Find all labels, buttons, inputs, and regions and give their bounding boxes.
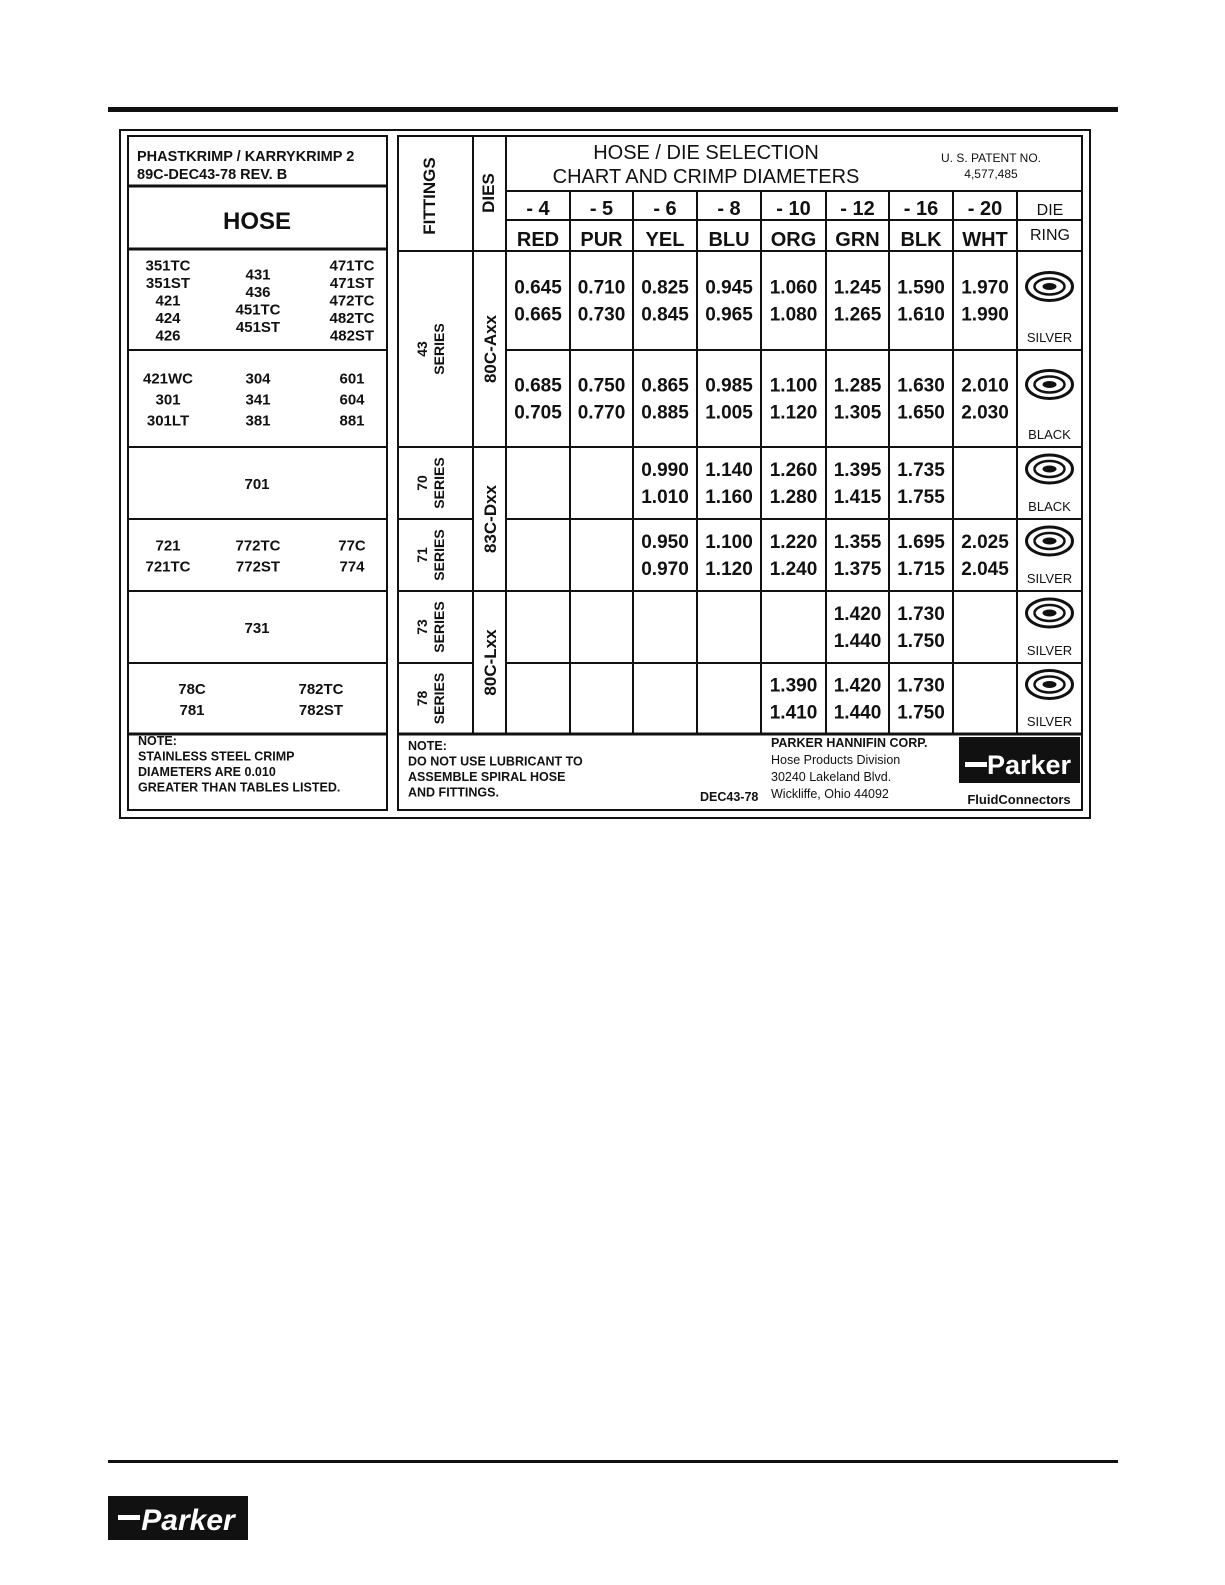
die-code: 83C-Dxx xyxy=(481,484,500,554)
patent-label: U. S. PATENT NO. xyxy=(940,151,1042,165)
stainless-note: GREATER THAN TABLES LISTED. xyxy=(138,780,341,795)
fluid-connectors-label: FluidConnectors xyxy=(967,792,1071,807)
crimp-diameter-min: 1.220 xyxy=(769,532,818,553)
hose-part-number: 421 xyxy=(155,292,181,310)
hose-part-number: 471TC xyxy=(329,257,375,275)
die-ring-hole xyxy=(1043,381,1057,388)
hose-part-number: 772TC xyxy=(235,537,281,555)
company-info: PARKER HANNIFIN CORP. xyxy=(771,736,928,750)
hose-part-number: 451ST xyxy=(235,318,281,336)
color-code: YEL xyxy=(645,229,685,251)
series-number: 78 xyxy=(414,690,430,707)
crimp-diameter-min: 1.285 xyxy=(833,375,882,397)
die-ring-hole xyxy=(1043,466,1057,473)
hose-part-number: 421WC xyxy=(142,370,194,388)
size-label: - 8 xyxy=(717,198,741,220)
crimp-diameter-min: 1.730 xyxy=(897,675,945,697)
hose-part-number: 424 xyxy=(155,310,181,327)
die-ring-hole xyxy=(1043,538,1057,545)
color-code: RED xyxy=(516,229,560,251)
left-subtitle: 89C-DEC43-78 REV. B xyxy=(137,167,288,183)
size-label: - 10 xyxy=(776,198,811,220)
crimp-diameter-min: 1.395 xyxy=(833,460,882,481)
crimp-diameter-min: 1.060 xyxy=(769,277,818,299)
crimp-diameter-min: 0.750 xyxy=(577,375,626,397)
die-ring-hole xyxy=(1043,283,1057,290)
stainless-note: DIAMETERS ARE 0.010 xyxy=(138,765,276,779)
crimp-diameter-max: 1.750 xyxy=(897,702,945,724)
crimp-diameter-max: 1.280 xyxy=(769,487,818,508)
series-number: 70 xyxy=(414,475,430,491)
die-ring-color: SILVER xyxy=(1026,643,1073,658)
die-ring-label: DIE xyxy=(1036,202,1064,219)
crimp-chart xyxy=(119,129,1091,819)
stainless-note: NOTE: xyxy=(138,734,177,748)
crimp-diameter-max: 1.265 xyxy=(833,304,882,326)
series-label: SERIES xyxy=(431,672,447,725)
series-label: SERIES xyxy=(431,529,447,581)
bottom-rule xyxy=(108,1460,1118,1463)
crimp-diameter-min: 1.730 xyxy=(897,604,945,625)
crimp-diameter-max: 1.755 xyxy=(897,487,945,508)
patent-number: 4,577,485 xyxy=(964,167,1018,181)
crimp-diameter-max: 0.845 xyxy=(641,304,689,326)
crimp-chart-graphic xyxy=(121,131,1093,821)
hose-part-number: 772ST xyxy=(235,558,281,576)
crimp-diameter-max: 1.410 xyxy=(769,702,818,724)
crimp-diameter-max: 2.045 xyxy=(961,559,1009,580)
crimp-diameter-min: 1.100 xyxy=(705,532,753,553)
crimp-diameter-min: 1.260 xyxy=(769,460,818,481)
crimp-diameter-min: 2.025 xyxy=(961,532,1009,553)
hose-part-number: 431 xyxy=(245,266,271,284)
crimp-diameter-min: 0.945 xyxy=(705,277,753,299)
hose-part-number: 351TC xyxy=(145,257,191,275)
crimp-diameter-max: 1.010 xyxy=(641,487,689,508)
crimp-diameter-max: 1.750 xyxy=(897,631,945,652)
top-rule xyxy=(108,107,1118,112)
die-ring-color: BLACK xyxy=(1028,499,1071,514)
hose-part-number: 601 xyxy=(339,370,365,388)
series-number: 71 xyxy=(414,547,430,563)
hose-part-number: 881 xyxy=(339,412,365,430)
hose-part-number: 782ST xyxy=(298,702,344,719)
crimp-diameter-max: 0.885 xyxy=(641,402,689,424)
die-ring-color: SILVER xyxy=(1026,571,1073,586)
crimp-diameter-min: 0.985 xyxy=(705,375,753,397)
crimp-diameter-min: 0.865 xyxy=(641,375,689,397)
lubricant-note: AND FITTINGS. xyxy=(408,785,499,800)
crimp-diameter-min: 1.140 xyxy=(705,460,753,481)
color-code: GRN xyxy=(835,229,880,251)
hose-part-number: 721TC xyxy=(145,558,191,576)
crimp-diameter-max: 1.440 xyxy=(833,702,882,724)
color-code: PUR xyxy=(580,229,623,251)
crimp-diameter-min: 0.710 xyxy=(577,277,626,299)
crimp-diameter-min: 0.990 xyxy=(641,460,689,481)
crimp-diameter-min: 0.645 xyxy=(514,277,562,299)
crimp-diameter-max: 0.970 xyxy=(641,559,689,580)
left-title: PHASTKRIMP / KARRYKRIMP 2 xyxy=(137,149,355,165)
crimp-diameter-min: 1.355 xyxy=(833,532,882,553)
die-code: 80C-Lxx xyxy=(481,629,500,696)
crimp-diameter-max: 1.080 xyxy=(769,304,818,326)
die-ring-color: SILVER xyxy=(1026,714,1073,729)
parker-logo-text: Parker xyxy=(986,750,1072,780)
crimp-diameter-max: 1.005 xyxy=(705,402,753,424)
crimp-diameter-max: 1.415 xyxy=(833,487,882,508)
crimp-diameter-min: 1.420 xyxy=(833,604,882,625)
crimp-diameter-min: 0.685 xyxy=(514,375,562,397)
series-label: SERIES xyxy=(431,457,447,509)
crimp-diameter-max: 1.990 xyxy=(961,304,1009,326)
hose-part-number: 701 xyxy=(244,476,270,493)
dies-label: DIES xyxy=(479,173,498,213)
series-label: SERIES xyxy=(431,601,447,653)
stainless-note: STAINLESS STEEL CRIMP xyxy=(138,749,295,764)
fittings-label: FITTINGS xyxy=(420,157,439,235)
footer-logo-text: Parker xyxy=(141,1504,235,1537)
crimp-diameter-min: 0.825 xyxy=(641,277,689,299)
crimp-diameter-min: 1.420 xyxy=(833,675,882,697)
hose-part-number: 426 xyxy=(155,327,181,345)
crimp-diameter-max: 2.030 xyxy=(961,402,1009,424)
hose-heading: HOSE xyxy=(222,208,292,235)
crimp-diameter-max: 0.730 xyxy=(577,304,626,326)
crimp-diameter-min: 1.970 xyxy=(961,277,1009,299)
footer-parker-logo xyxy=(108,1496,248,1540)
lubricant-note: ASSEMBLE SPIRAL HOSE xyxy=(408,770,566,784)
die-ring-hole xyxy=(1043,610,1057,617)
hose-part-number: 781 xyxy=(179,702,205,719)
crimp-diameter-max: 0.705 xyxy=(514,402,562,424)
hose-part-number: 472TC xyxy=(329,292,375,310)
crimp-diameter-min: 1.735 xyxy=(897,460,945,481)
hose-part-number: 482TC xyxy=(329,310,375,327)
parker-logo-bar xyxy=(965,762,987,767)
hose-part-number: 471ST xyxy=(329,275,375,292)
size-label: - 4 xyxy=(526,198,550,220)
crimp-diameter-max: 1.610 xyxy=(897,304,945,326)
crimp-diameter-max: 1.305 xyxy=(833,402,882,424)
crimp-diameter-min: 0.950 xyxy=(641,532,689,553)
die-ring-hole xyxy=(1043,681,1057,688)
size-label: - 12 xyxy=(840,198,875,220)
size-label: - 5 xyxy=(589,198,614,220)
color-code: BLK xyxy=(900,229,942,251)
company-info: Wickliffe, Ohio 44092 xyxy=(771,787,889,801)
size-label: - 20 xyxy=(967,198,1003,220)
crimp-diameter-min: 1.630 xyxy=(897,375,945,397)
hose-part-number: 782TC xyxy=(298,681,344,698)
hose-part-number: 381 xyxy=(245,412,271,430)
crimp-diameter-min: 1.590 xyxy=(897,277,945,299)
hose-part-number: 304 xyxy=(245,370,271,388)
die-code: 80C-Axx xyxy=(481,314,500,384)
crimp-diameter-max: 0.770 xyxy=(577,402,626,424)
hose-part-number: 351ST xyxy=(145,275,191,292)
hose-part-number: 77C xyxy=(338,537,366,555)
crimp-diameter-max: 0.965 xyxy=(705,304,753,326)
color-code: BLU xyxy=(708,229,750,251)
die-ring-label-2: RING xyxy=(1030,227,1070,244)
hose-part-number: 731 xyxy=(244,620,270,637)
crimp-diameter-min: 1.100 xyxy=(769,375,818,397)
lubricant-note: DO NOT USE LUBRICANT TO xyxy=(408,754,583,769)
crimp-diameter-max: 1.375 xyxy=(833,559,882,580)
hose-part-number: 482ST xyxy=(329,327,375,345)
company-info: 30240 Lakeland Blvd. xyxy=(771,770,892,784)
hose-part-number: 451TC xyxy=(235,301,281,319)
hose-part-number: 301 xyxy=(155,391,181,409)
crimp-diameter-max: 1.240 xyxy=(769,559,818,580)
crimp-diameter-min: 1.245 xyxy=(833,277,882,299)
color-code: ORG xyxy=(770,229,817,251)
crimp-diameter-max: 1.120 xyxy=(705,559,753,580)
color-code: WHT xyxy=(962,229,1008,251)
crimp-diameter-min: 1.695 xyxy=(897,532,945,553)
crimp-diameter-max: 1.160 xyxy=(705,487,753,508)
size-label: - 6 xyxy=(653,198,677,220)
hose-part-number: 721 xyxy=(155,537,181,555)
crimp-diameter-max: 1.650 xyxy=(897,402,945,424)
hose-part-number: 301LT xyxy=(146,412,190,430)
series-number: 73 xyxy=(414,619,430,635)
hose-part-number: 774 xyxy=(339,558,365,576)
size-label: - 16 xyxy=(903,198,939,220)
crimp-diameter-min: 1.390 xyxy=(769,675,818,697)
hose-part-number: 604 xyxy=(339,391,365,409)
crimp-diameter-max: 1.715 xyxy=(897,559,945,580)
chart-title-2: CHART AND CRIMP DIAMETERS xyxy=(552,166,860,188)
hose-part-number: 341 xyxy=(245,391,271,409)
chart-title: HOSE / DIE SELECTION xyxy=(593,142,819,164)
die-ring-color: SILVER xyxy=(1026,330,1073,345)
frame xyxy=(128,136,387,810)
series-label: SERIES xyxy=(431,323,447,375)
company-info: Hose Products Division xyxy=(771,753,901,767)
lubricant-note: NOTE: xyxy=(408,739,447,753)
crimp-diameter-max: 1.440 xyxy=(833,631,882,652)
crimp-diameter-max: 0.665 xyxy=(514,304,562,326)
series-number: 43 xyxy=(414,341,430,357)
crimp-diameter-min: 2.010 xyxy=(961,375,1009,397)
die-ring-color: BLACK xyxy=(1028,427,1071,442)
crimp-diameter-max: 1.120 xyxy=(769,402,818,424)
hose-part-number: 78C xyxy=(178,681,206,698)
document-code: DEC43-78 xyxy=(700,790,759,804)
hose-part-number: 436 xyxy=(245,283,271,301)
